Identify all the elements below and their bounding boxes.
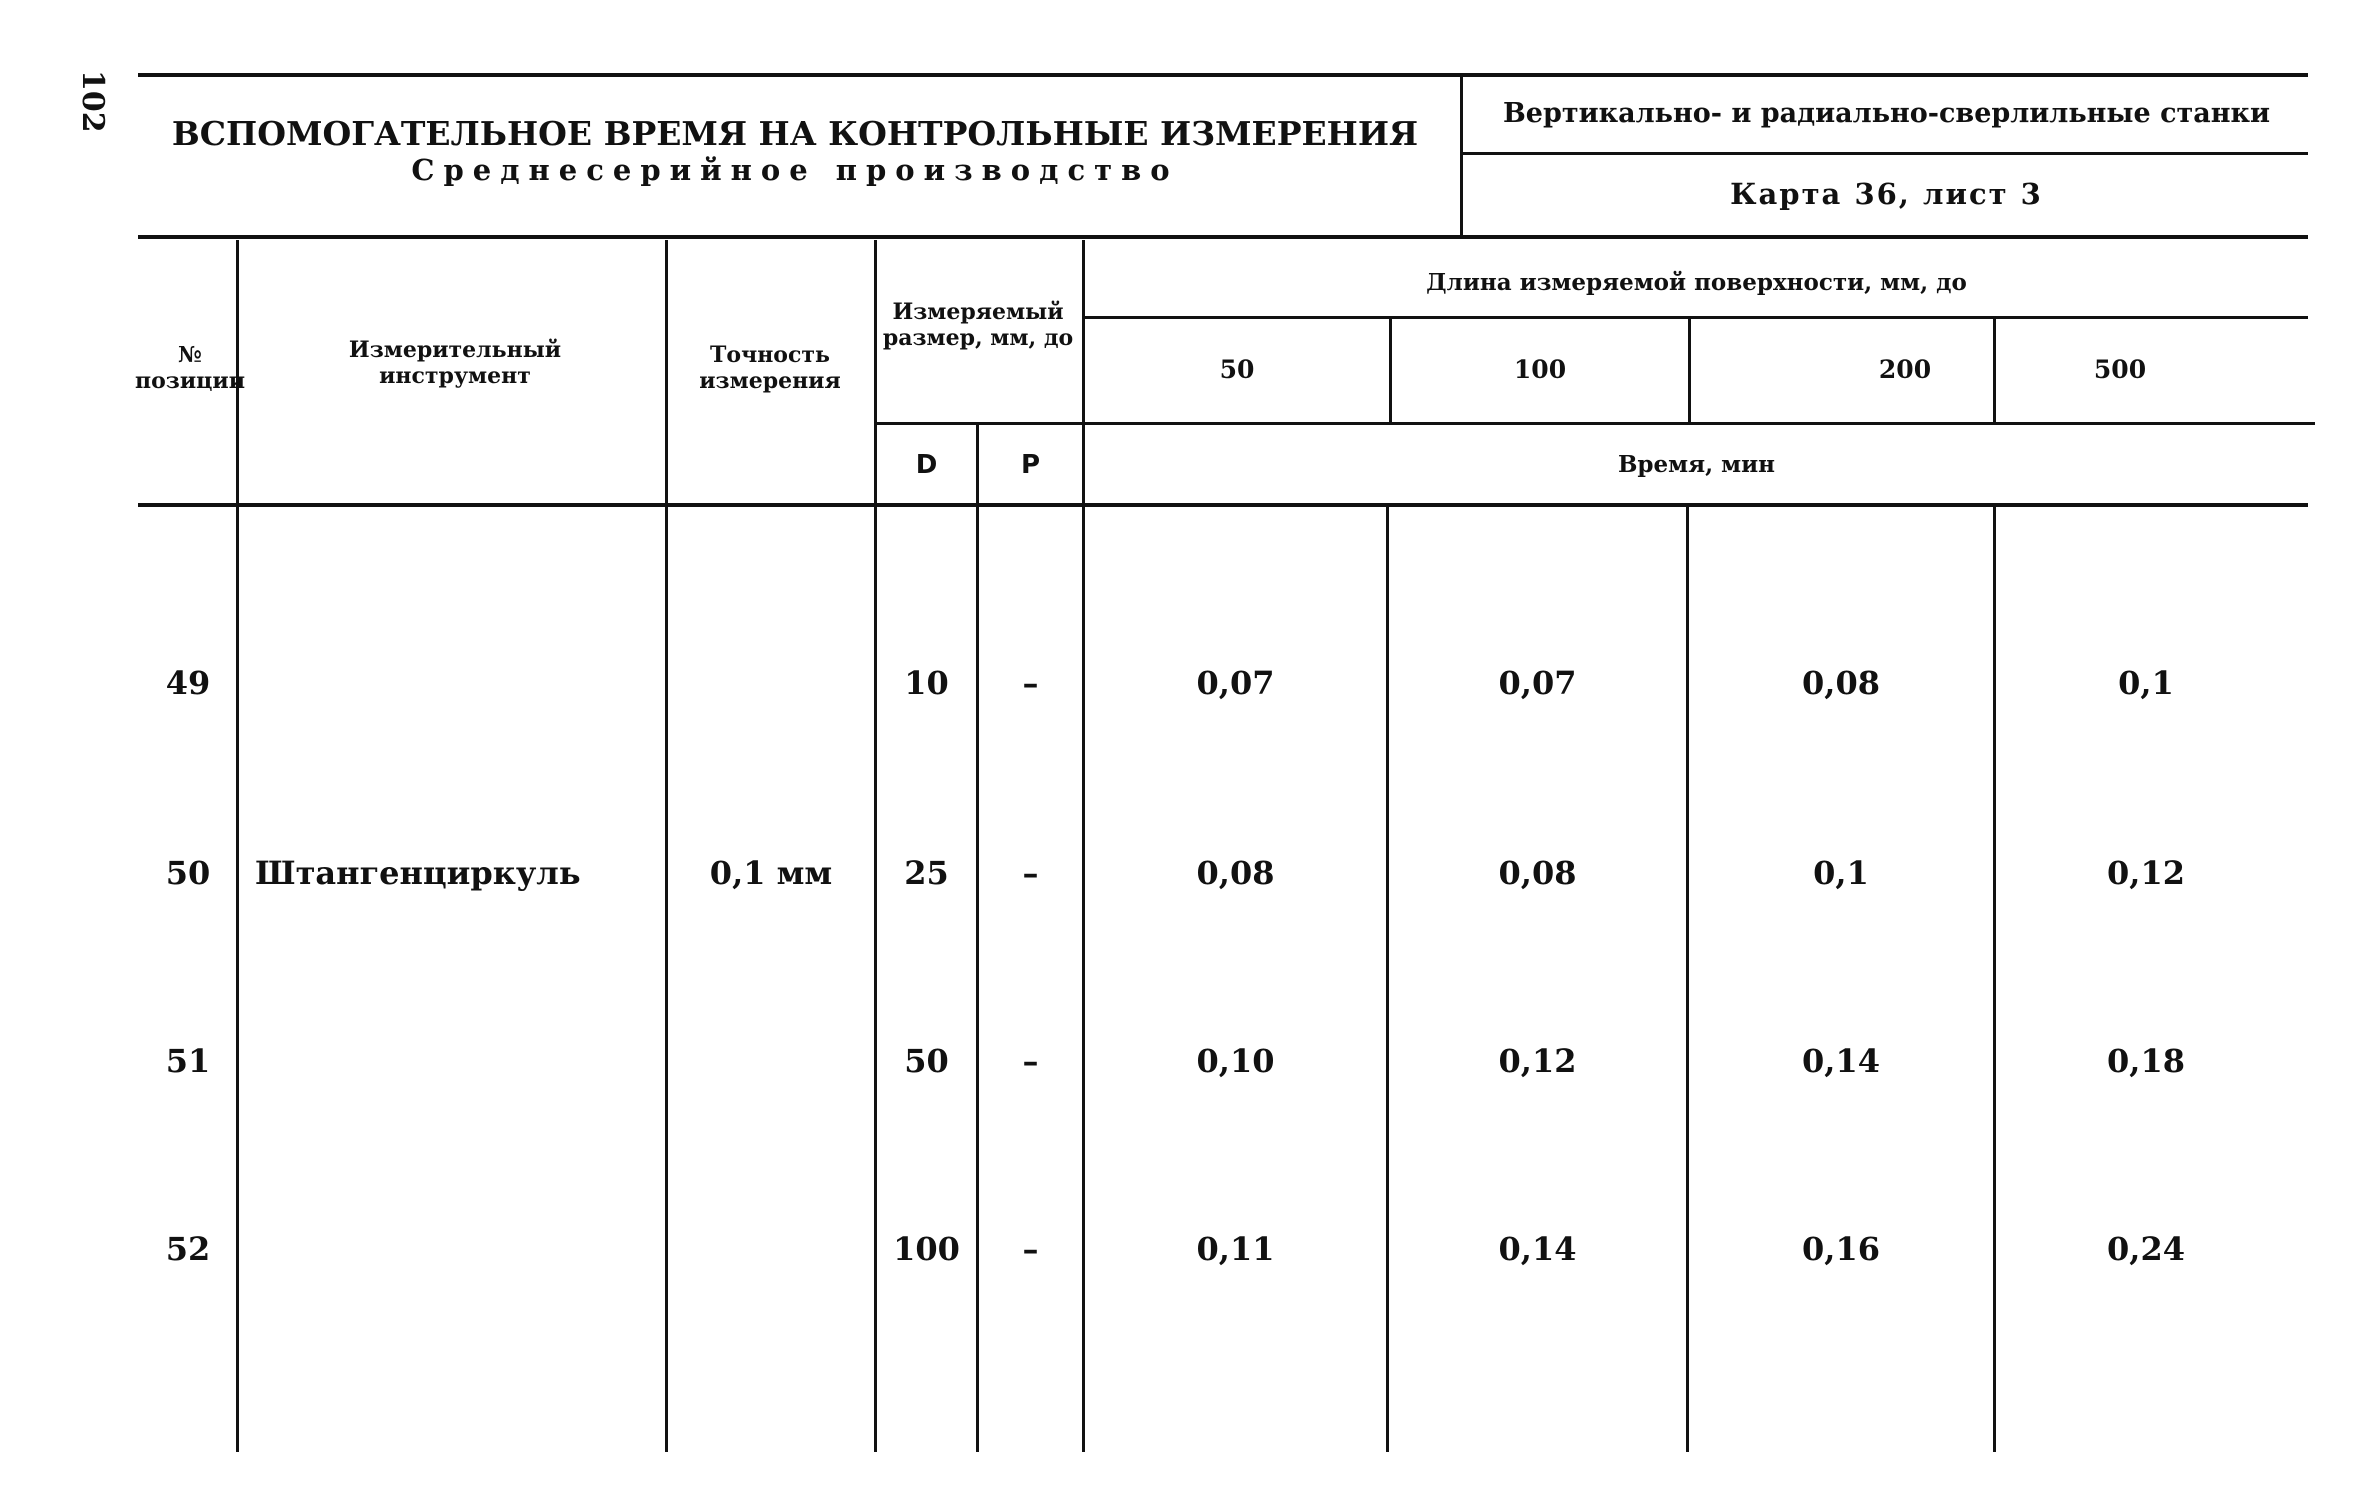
card-label: Карта 36, лист 3 bbox=[1730, 177, 2043, 211]
col-header-length-200: 200 bbox=[1878, 355, 1932, 384]
row-52-d: 100 bbox=[893, 1230, 960, 1268]
col-header-pos: № позиции bbox=[135, 341, 246, 394]
row-50-p: – bbox=[1022, 854, 1039, 892]
row-52-pos: 52 bbox=[165, 1230, 211, 1268]
row-51-t200: 0,14 bbox=[1802, 1042, 1880, 1080]
col-line-4 bbox=[976, 424, 979, 1452]
row-52-t100: 0,14 bbox=[1498, 1230, 1577, 1268]
col-header-d: D bbox=[915, 450, 938, 480]
col-header-instrument: Измерительный инструмент bbox=[348, 336, 562, 389]
col-line-7-header bbox=[1688, 318, 1691, 424]
row-51-t100: 0,12 bbox=[1498, 1042, 1577, 1080]
col-header-length-100: 100 bbox=[1513, 355, 1567, 384]
col-header-p: P bbox=[1020, 450, 1041, 480]
row-50-t100: 0,08 bbox=[1498, 854, 1577, 892]
row-52-t50: 0,11 bbox=[1196, 1230, 1275, 1268]
col-header-time: Время, мин bbox=[1617, 451, 1775, 478]
table-top-rule bbox=[138, 235, 2308, 239]
row-51-t500: 0,18 bbox=[2107, 1042, 2185, 1080]
row-51-d: 50 bbox=[904, 1042, 949, 1080]
subheader-rule bbox=[875, 422, 2315, 425]
row-50-t50: 0,08 bbox=[1196, 854, 1275, 892]
row-49-t50: 0,07 bbox=[1196, 664, 1275, 702]
row-49-pos: 49 bbox=[165, 664, 211, 702]
row-50-d: 25 bbox=[904, 854, 949, 892]
document-subtitle: Среднесерийное производство bbox=[411, 153, 1179, 187]
col-line-6 bbox=[1386, 507, 1389, 1452]
instrument-name: Штангенциркуль bbox=[255, 854, 581, 892]
accuracy-value: 0,1 мм bbox=[709, 854, 833, 892]
row-50-t200: 0,1 bbox=[1813, 854, 1869, 892]
col-header-measured-size: Измеряемый размер, мм, до bbox=[882, 299, 1074, 351]
row-49-t100: 0,07 bbox=[1498, 664, 1577, 702]
right-header-rule bbox=[1460, 152, 2308, 155]
row-51-pos: 51 bbox=[165, 1042, 211, 1080]
col-line-7 bbox=[1686, 507, 1689, 1452]
header-bottom-rule bbox=[138, 503, 2308, 507]
row-49-p: – bbox=[1022, 664, 1039, 702]
length-group-rule bbox=[1085, 316, 2308, 319]
col-header-length-group: Длина измеряемой поверхности, мм, до bbox=[1426, 269, 1967, 296]
row-52-t500: 0,24 bbox=[2107, 1230, 2185, 1268]
row-52-t200: 0,16 bbox=[1802, 1230, 1880, 1268]
col-header-length-50: 50 bbox=[1219, 355, 1255, 384]
header-top-rule bbox=[138, 73, 2308, 77]
row-50-t500: 0,12 bbox=[2107, 854, 2185, 892]
row-50-pos: 50 bbox=[165, 854, 211, 892]
col-line-8 bbox=[1993, 507, 1996, 1452]
row-52-p: – bbox=[1022, 1230, 1039, 1268]
machines-label: Вертикально- и радиально-сверлильные станки bbox=[1502, 97, 2271, 129]
col-header-length-500: 500 bbox=[2093, 355, 2147, 384]
row-51-p: – bbox=[1022, 1042, 1039, 1080]
row-51-t50: 0,10 bbox=[1196, 1042, 1275, 1080]
header-divider bbox=[1460, 75, 1463, 235]
col-line-1 bbox=[236, 240, 239, 1452]
document-title: ВСПОМОГАТЕЛЬНОЕ ВРЕМЯ НА КОНТРОЛЬНЫЕ ИЗМЕРЕНИЯ bbox=[171, 113, 1419, 153]
col-header-accuracy: Точность измерения bbox=[699, 341, 841, 394]
page-number: 102 bbox=[75, 70, 110, 133]
row-49-d: 10 bbox=[904, 664, 949, 702]
row-49-t200: 0,08 bbox=[1802, 664, 1880, 702]
row-49-t500: 0,1 bbox=[2118, 664, 2174, 702]
